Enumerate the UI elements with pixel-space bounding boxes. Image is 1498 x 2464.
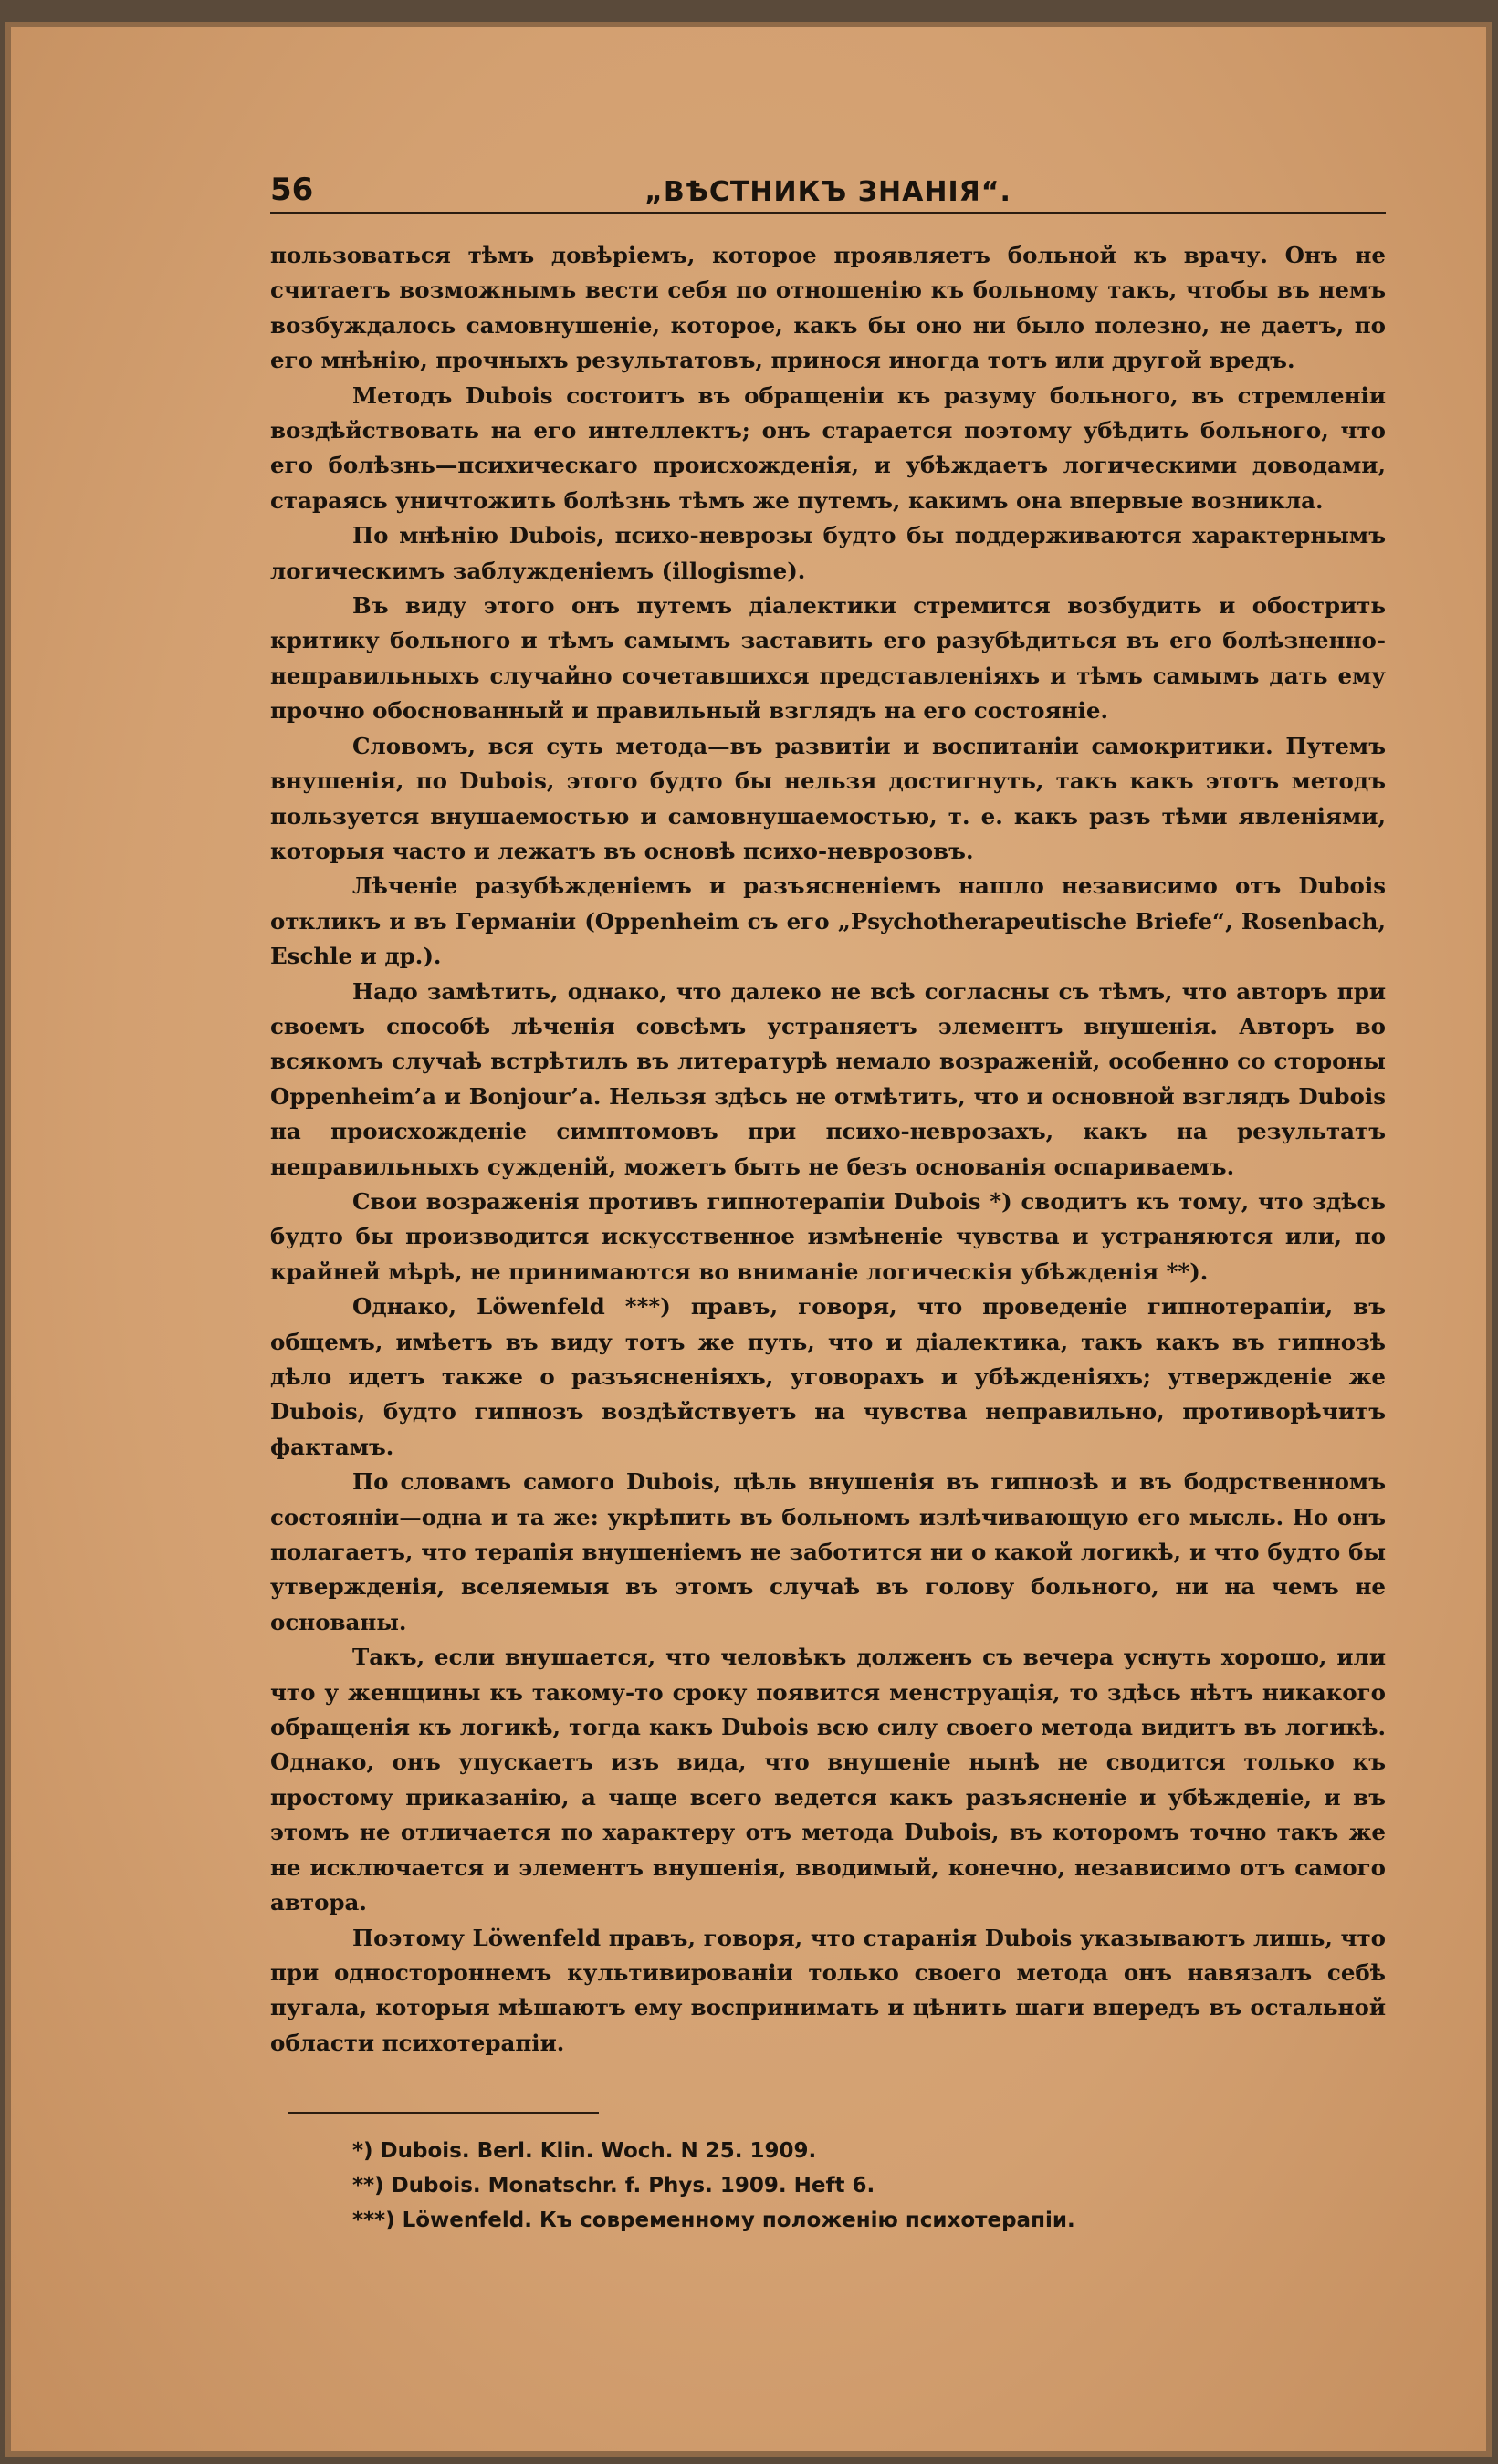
paragraph: По мнѣнію Dubois, психо-неврозы будто бы поддерживаются характернымъ логическимъ заблужденіемъ (illogisme). <box>270 522 1386 584</box>
running-title: „ВѢСТНИКЪ ЗНАНІЯ“. <box>644 176 1011 208</box>
paragraph: Лѣченіе разубѣжденіемъ и разъясненіемъ нашло независимо отъ Dubois откликъ и въ Германіи (Oppenheim съ его „Psychotherapeutische Briefe“, Rosenbach, Eschle и др.). <box>270 872 1386 970</box>
paragraph: Свои возраженія противъ гипнотерапіи Dubois *) сводитъ къ тому, что здѣсь будто бы производится искусственное измѣненіе чувства и устраняются или, по крайней мѣрѣ, не принимаются во вниманіе логическія убѣжденія **). <box>270 1187 1386 1285</box>
paragraph: Надо замѣтить, однако, что далеко не всѣ согласны съ тѣмъ, что авторъ при своемъ способѣ лѣченія совсѣмъ устраняетъ элементъ внушенія. Авторъ во всякомъ случаѣ встрѣтилъ въ литературѣ немало возраженій, особенно со стороны Oppenheim’а и Bonjour’а. Нельзя здѣсь не отмѣтить, что и основной взглядъ Dubois на происхожденіе симптомовъ при психо-неврозахъ, какъ на результатъ неправильныхъ сужденій, можетъ быть не безъ основанія оспариваемъ. <box>270 977 1386 1180</box>
paragraph: Такъ, если внушается, что человѣкъ долженъ съ вечера уснуть хорошо, или что у женщины къ такому-то сроку появится менструація, то здѣсь нѣтъ никакого обращенія къ логикѣ, тогда какъ Dubois всю силу своего метода видитъ въ логикѣ. Однако, онъ упускаетъ изъ вида, что внушеніе нынѣ не сводится только къ простому приказанію, а чаще всего ведется какъ разъясненіе и убѣжденіе, и въ этомъ не отличается по характеру отъ метода Dubois, въ которомъ точно такъ же не исключается и элементъ внушенія, вводимый, конечно, независимо отъ самого автора. <box>270 1644 1386 1916</box>
footnote: **) Dubois. Monatschr. f. Phys. 1909. Heft 6. <box>352 2174 875 2198</box>
book-page <box>5 22 1492 2457</box>
footnote-divider <box>288 2112 599 2114</box>
paragraph: Поэтому Löwenfeld правъ, говоря, что старанія Dubois указываютъ лишь, что при одностороннемъ культивированіи только своего метода онъ навязалъ себѣ пугала, которыя мѣшаютъ ему воспринимать и цѣнить шаги впередъ въ остальной области психотерапіи. <box>270 1924 1386 2056</box>
footnotes <box>270 2134 1386 2238</box>
paragraph: Однако, Löwenfeld ***) правъ, говоря, что проведеніе гипнотерапіи, въ общемъ, имѣетъ въ виду тотъ же путь, что и діалектика, такъ какъ въ гипнозѣ дѣло идетъ также о разъясненіяхъ, уговорахъ и убѣжденіяхъ; утвержденіе же Dubois, будто гипнозъ воздѣйствуетъ на чувства неправильно, противорѣчитъ фактамъ. <box>270 1293 1386 1460</box>
footnote: *) Dubois. Berl. Klin. Woch. N 25. 1909. <box>352 2139 817 2164</box>
page-number: 56 <box>270 172 314 208</box>
page-content <box>270 157 1386 2238</box>
paragraph: Въ виду этого онъ путемъ діалектики стремится возбудить и обострить критику больного и тѣмъ самымъ заставить его разубѣдиться въ его болѣзненно-неправильныхъ случайно сочетавшихся представленіяхъ и тѣмъ самымъ дать ему прочно обоснованный и правильный взглядъ на его состояніе. <box>270 592 1386 725</box>
paragraph: Методъ Dubois состоитъ въ обращеніи къ разуму больного, въ стремленіи воздѣйствовать на его интеллектъ; онъ старается поэтому убѣдить больного, что его болѣзнь—психическаго происхожденія, и убѣждаетъ логическими доводами, стараясь уничтожить болѣзнь тѣмъ же путемъ, какимъ она впервые возникла. <box>270 381 1386 514</box>
footnote: ***) Löwenfeld. Къ современному положенію психотерапіи. <box>352 2208 1075 2233</box>
body-text <box>270 238 1386 2061</box>
paragraph: По словамъ самого Dubois, цѣль внушенія въ гипнозѣ и въ бодрственномъ состояніи—одна и та же: укрѣпить въ больномъ излѣчивающую его мысль. Но онъ полагаетъ, что терапія внушеніемъ не заботится ни о какой логикѣ, и что будто бы утвержденія, вселяемыя въ этомъ случаѣ въ голову больного, ни на чемъ не основаны. <box>270 1468 1386 1635</box>
paragraph: Словомъ, вся суть метода—въ развитіи и воспитаніи самокритики. Путемъ внушенія, по Dubois, этого будто бы нельзя достигнуть, такъ какъ этотъ методъ пользуется внушаемостью и самовнушаемостью, т. е. какъ разъ тѣми явленіями, которыя часто и лежатъ въ основѣ психо-неврозовъ. <box>270 732 1386 864</box>
page-header <box>270 157 1386 214</box>
paragraph: пользоваться тѣмъ довѣріемъ, которое проявляетъ больной къ врачу. Онъ не считаетъ возможнымъ вести себя по отношенію къ больному такъ, чтобы въ немъ возбуждалось самовнушеніе, которое, какъ бы оно ни было полезно, не даетъ, по его мнѣнію, прочныхъ результатовъ, принося иногда тотъ или другой вредъ. <box>270 242 1386 374</box>
